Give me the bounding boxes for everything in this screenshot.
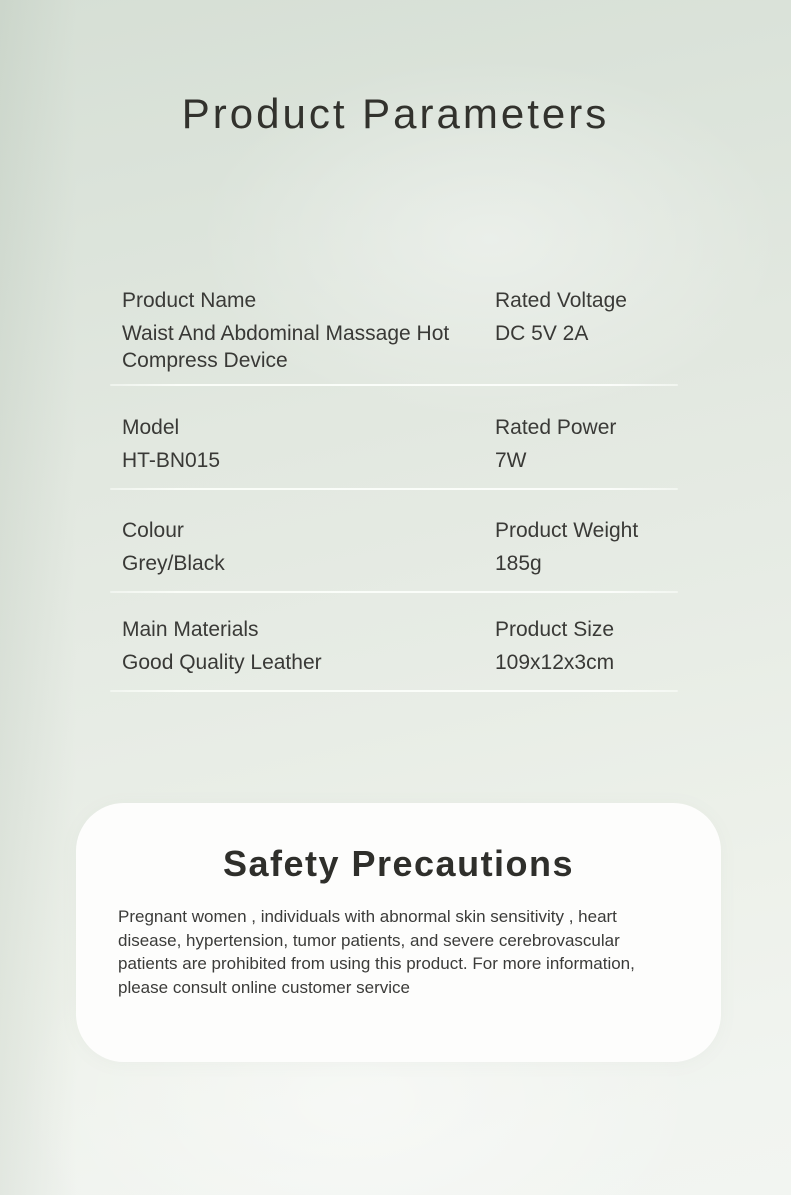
- row-divider: [110, 690, 678, 692]
- row-divider: [110, 488, 678, 490]
- row-divider: [110, 591, 678, 593]
- parameter-label: Product Weight: [495, 519, 639, 542]
- page-title: Product Parameters: [181, 90, 610, 137]
- parameter-value: Waist And Abdominal Massage Hot Compress Device: [122, 322, 450, 372]
- parameter-label: Product Name: [122, 289, 257, 312]
- parameter-cell: [122, 287, 495, 374]
- parameter-value: HT-BN015: [122, 449, 221, 472]
- row-divider: [110, 384, 678, 386]
- parameter-value: Good Quality Leather: [122, 651, 322, 674]
- parameter-row: [122, 616, 680, 676]
- safety-card: [76, 803, 721, 1062]
- parameter-label: Product Size: [495, 618, 615, 641]
- parameter-row: [122, 414, 680, 474]
- parameter-cell: [495, 517, 680, 577]
- parameter-label: Colour: [122, 519, 184, 542]
- parameter-value: Grey/Black: [122, 552, 225, 575]
- parameter-cell: [122, 517, 495, 577]
- parameter-value: 7W: [495, 449, 527, 472]
- parameter-cell: [495, 616, 680, 676]
- parameter-value: DC 5V 2A: [495, 322, 589, 345]
- safety-title: Safety Precautions: [222, 843, 575, 884]
- parameter-value: 109x12x3cm: [495, 651, 615, 674]
- parameter-cell: [495, 414, 680, 474]
- parameter-value: 185g: [495, 552, 542, 575]
- parameter-cell: [122, 616, 495, 676]
- parameter-row: [122, 287, 680, 374]
- parameter-label: Model: [122, 416, 180, 439]
- parameter-label: Rated Power: [495, 416, 617, 439]
- parameter-label: Main Materials: [122, 618, 259, 641]
- parameter-cell: [122, 414, 495, 474]
- safety-body-text: Pregnant women , individuals with abnormal skin sensitivity , heart disease, hypertension, tumor patients, and severe cerebrovascular patients are prohibited from using this product. For more information, please consult online customer service: [118, 907, 635, 997]
- parameter-label: Rated Voltage: [495, 289, 627, 312]
- parameter-row: [122, 517, 680, 577]
- parameter-cell: [495, 287, 680, 374]
